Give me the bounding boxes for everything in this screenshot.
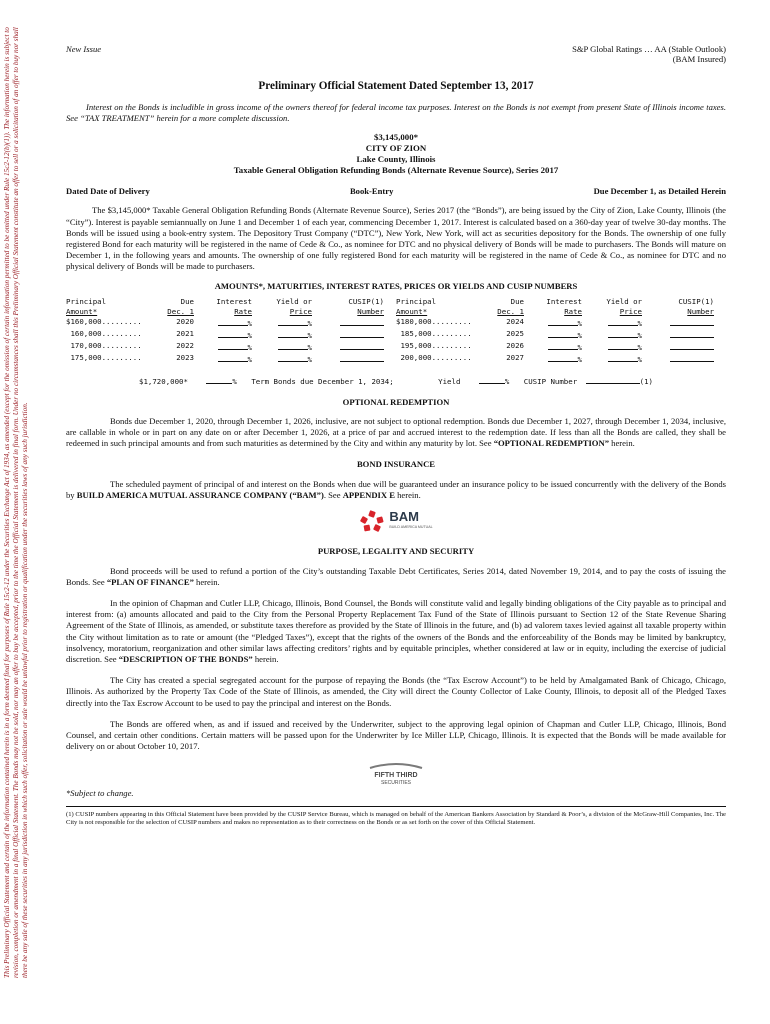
due-year: 2023 xyxy=(176,352,194,362)
table-header-row: Amount* Dec. 1 Rate Price Number xyxy=(396,306,714,316)
optional-redemption-text: Bonds due December 1, 2020, through December 1, 2026, inclusive, are not subject to optional redemption. Bonds due December 1, 2027, through December 1, 2034, inclusive, are callable in whole or in part on any date on or after December 1, 2026, at a price of par and accrued interest to the redemption date. If less than all the Bonds are called, they shall be redeemed in such principal amounts and from such maturities as determined by the City and within any maturity by lot. See “OPTIONAL REDEMPTION” herein. xyxy=(66,415,726,449)
due-year: 2024 xyxy=(506,316,524,326)
svg-text:FIFTH THIRD: FIFTH THIRD xyxy=(374,772,418,780)
issue-amount: $3,145,000* xyxy=(374,132,418,143)
yield-blank: % xyxy=(252,341,312,353)
bond-insurance-text: The scheduled payment of principal of and interest on the Bonds when due will be guaranteed under an insurance policy to be issued concurrently with the delivery of the Bonds by BUILD AMERICA MUTUAL ASSURANCE COMPANY (“BAM”). See APPENDIX E herein. xyxy=(66,479,726,501)
cusip-blank xyxy=(642,353,714,365)
term-amount: $1,720,000* xyxy=(139,376,188,386)
svg-text:SECURITIES: SECURITIES xyxy=(380,780,412,787)
bam-star-icon xyxy=(359,510,385,534)
table-row xyxy=(66,317,396,329)
interest-rate-blank: % xyxy=(194,317,252,329)
intro-paragraph: The $3,145,000* Taxable General Obligation Refunding Bonds (Alternate Revenue Source), Series 2017 (the “Bonds”), are being issued by the City of Zion, Lake County, Illinois (the “City”). Interest is payable semiannually on June 1 and December 1 of each year, commencing December 1, 2017. Interest is calculated based on a 360-day year of twelve 30-day months. The Bonds will be issued using a book-entry system. The Depository Trust Company (“DTC”), New York, New York, will act as securities depository for the Bonds. The ownership of one fully registered Bond for each maturity will be registered in the name of Cede & Co., as nominee for DTC and no physical delivery of Bonds will be made to purchasers. The Bonds will mature on December 1, in the following years and amounts. The ownership of one fully registered Bond for each maturity will be registered in the name of Cede & Co., as nominee for DTC and no physical delivery of Bonds will be made to purchasers. xyxy=(66,205,726,272)
yield-blank: % xyxy=(252,329,312,341)
principal-amount: $160,000......... xyxy=(66,316,142,326)
side-legal-notice: This Preliminary Official Statement and certain of the information contained herein is in a form deemed final for purposes of Rule 15c2-12 under the Securities Exchange Act of 1934, as amended (except for the omission of certain information permitted to be omitted under Rule 15c2-12(b)(1)). The information herein is subject to revision, completion or amendment in a final Official Statement. The Bonds may not be sold, nor may an offer to buy be accepted, prior to the time the Official Statement is delivered in final form. Under no circumstances shall this Preliminary Official Statement constitute an offer to sell or a solicitation of an offer to buy nor shall there be any sale of these securities in any jurisdiction in which such offer, solicitation or sale would be unlawful prior to registration or qualification under the securities laws of any such jurisdiction. xyxy=(3,27,30,978)
underwriter-logo xyxy=(66,762,726,786)
table-row xyxy=(66,353,396,365)
tax-notice: Interest on the Bonds is includible in gross income of the owners thereof for federal income tax purposes. Interest on the Bonds is not exempt from present State of Illinois income taxes. See “TAX TREATMENT” herein for a more complete discussion. xyxy=(66,102,726,124)
cusip-footnote: (1) CUSIP numbers appearing in this Official Statement have been provided by the CUSIP Service Bureau, which is managed on behalf of the American Bankers Association by Standard & Poor’s, a division of the McGraw-Hill Companies, Inc. The City is not responsible for the selection of CUSIP numbers and makes no representation as to their correctness on the Bonds or as set forth on the cover of this Official Statement. xyxy=(66,810,726,826)
official-statement-page xyxy=(66,44,726,827)
document-title: Preliminary Official Statement Dated September 13, 2017 xyxy=(258,80,534,92)
interest-rate-blank: % xyxy=(524,317,582,329)
table-header-row: Principal Due Interest Yield or CUSIP(1) xyxy=(396,296,714,306)
interest-rate-blank: % xyxy=(194,329,252,341)
purpose-paragraph-3: The City has created a special segregated account for the purpose of repaying the Bonds (the “Tax Escrow Account”) to be held by Amalgamated Bank of Chicago, Chicago, Illinois. As authorized by the Property Tax Code of the State of Illinois, as amended, the City will direct the County Collector of Lake County, Illinois, to deposit all of the Pledged Taxes directly into the Tax Escrow Account to be used to pay the principal and interest on the Bonds. xyxy=(66,675,726,708)
due-year: 2020 xyxy=(176,316,194,326)
due-year: 2021 xyxy=(176,328,194,338)
yield-blank: % xyxy=(252,353,312,365)
optional-redemption-heading: OPTIONAL REDEMPTION xyxy=(342,396,450,407)
interest-rate-blank: % xyxy=(524,341,582,353)
bam-logo xyxy=(66,510,726,534)
table-header-row: Amount* Dec. 1 Rate Price Number xyxy=(66,306,384,316)
cusip-blank xyxy=(312,329,384,341)
yield-blank: % xyxy=(582,353,642,365)
yield-blank: % xyxy=(582,317,642,329)
maturity-table xyxy=(66,297,726,365)
cusip-blank xyxy=(312,341,384,353)
page-header xyxy=(66,44,726,64)
cusip-blank xyxy=(642,317,714,329)
term-yield: Yield xyxy=(438,376,461,386)
bond-insurance-heading: BOND INSURANCE xyxy=(356,459,436,470)
table-row xyxy=(66,341,396,353)
principal-amount: 195,000......... xyxy=(396,340,472,350)
purpose-paragraph-4: The Bonds are offered when, as and if issued and received by the Underwriter, subject to the approving legal opinion of Chapman and Cutler LLP, Chicago, Illinois, Bond Counsel, and certain other conditions. Certain matters will be passed upon for the Underwriter by Ice Miller LLP, Chicago, Illinois. It is expected that the Bonds will be made available for delivery on or about October 10, 2017. xyxy=(66,718,726,752)
due-year: 2025 xyxy=(506,328,524,338)
due-year: 2027 xyxy=(506,352,524,362)
cusip-blank xyxy=(642,341,714,353)
footnote-divider xyxy=(66,806,726,807)
rating-block xyxy=(572,44,726,64)
principal-amount: 170,000......... xyxy=(66,340,142,350)
purpose-paragraph-2: In the opinion of Chapman and Cutler LLP, Chicago, Illinois, Bond Counsel, the Bonds will constitute valid and legally binding obligations of the City payable as to principal and interest from: (a) amounts allocated and paid to the City from the Personal Property Replacement Tax Fund of the State of Illinois pursuant to Section 12 of the State Revenue Sharing Agreement of the State of Illinois, as amended, or substitute taxes therefore as provided by the State of Illinois in the future, and (b) ad valorem taxes levied against all taxable property within the City without limitation as to rate or amount (the “Pledged Taxes”), except that the rights of the owners of the Bonds and the enforceability of the Bonds may be limited by bankruptcy, insolvency, moratorium, reorganization and other similar laws affecting creditors’ rights and by equitable principles, whether considered at law or in equity, including the exercise of judicial discretion. See “DESCRIPTION OF THE BONDS” herein. xyxy=(66,598,726,665)
due-date: Due December 1, as Detailed Herein xyxy=(593,186,726,197)
table-row xyxy=(396,329,726,341)
rating-line: S&P Global Ratings … AA (Stable Outlook) xyxy=(572,44,726,54)
insurance-line: (BAM Insured) xyxy=(672,54,726,64)
issuer-name: CITY OF ZION xyxy=(365,143,427,154)
subject-to-change: *Subject to change. xyxy=(66,788,134,799)
book-entry: Book-Entry xyxy=(349,186,394,197)
interest-rate-blank: % xyxy=(524,353,582,365)
maturities-heading: AMOUNTS*, MATURITIES, INTEREST RATES, PRICES OR YIELDS AND CUSIP NUMBERS xyxy=(214,280,578,291)
terms-row xyxy=(66,186,726,196)
issue-type: New Issue xyxy=(66,44,102,54)
principal-amount: $180,000......... xyxy=(396,316,472,326)
due-year: 2026 xyxy=(506,340,524,350)
dated-date: Dated Date of Delivery xyxy=(66,186,150,197)
cusip-blank xyxy=(642,329,714,341)
bam-logo-text: BAM xyxy=(389,508,419,524)
series-name: Taxable General Obligation Refunding Bonds (Alternate Revenue Source), Series 2017 xyxy=(233,165,559,176)
cusip-blank xyxy=(312,353,384,365)
table-row xyxy=(66,329,396,341)
purpose-heading: PURPOSE, LEGALITY AND SECURITY xyxy=(317,545,475,556)
table-row xyxy=(396,353,726,365)
maturity-table-left xyxy=(66,297,396,365)
term-cusip: CUSIP Number xyxy=(523,376,578,386)
yield-blank: % xyxy=(252,317,312,329)
table-row xyxy=(396,317,726,329)
issuer-location: Lake County, Illinois xyxy=(356,154,436,165)
purpose-paragraph-1: Bond proceeds will be used to refund a portion of the City’s outstanding Taxable Debt Certificates, Series 2014, dated November 19, 2014, and to pay the costs of issuing the Bonds. See “PLAN OF FINANCE” herein. xyxy=(66,565,726,587)
table-header-row: Principal Due Interest Yield or CUSIP(1) xyxy=(66,296,384,306)
term-text: Term Bonds due December 1, 2034; xyxy=(251,376,394,386)
interest-rate-blank: % xyxy=(194,353,252,365)
yield-blank: % xyxy=(582,341,642,353)
interest-rate-blank: % xyxy=(524,329,582,341)
principal-amount: 175,000......... xyxy=(66,352,142,362)
fifth-third-logo-icon xyxy=(364,762,428,786)
yield-blank: % xyxy=(582,329,642,341)
principal-amount: 160,000......... xyxy=(66,328,142,338)
bam-logo-sub: BUILD AMERICA MUTUAL xyxy=(389,524,433,529)
due-year: 2022 xyxy=(176,340,194,350)
interest-rate-blank: % xyxy=(194,341,252,353)
table-row xyxy=(396,341,726,353)
principal-amount: 185,000......... xyxy=(396,328,472,338)
principal-amount: 200,000......... xyxy=(396,352,472,362)
cusip-blank xyxy=(312,317,384,329)
issue-block xyxy=(66,132,726,176)
term-bonds-line: $1,720,000* % Term Bonds due December 1, 2034; Yield % CUSIP Number (1) xyxy=(139,376,653,386)
maturity-table-right xyxy=(396,297,726,365)
